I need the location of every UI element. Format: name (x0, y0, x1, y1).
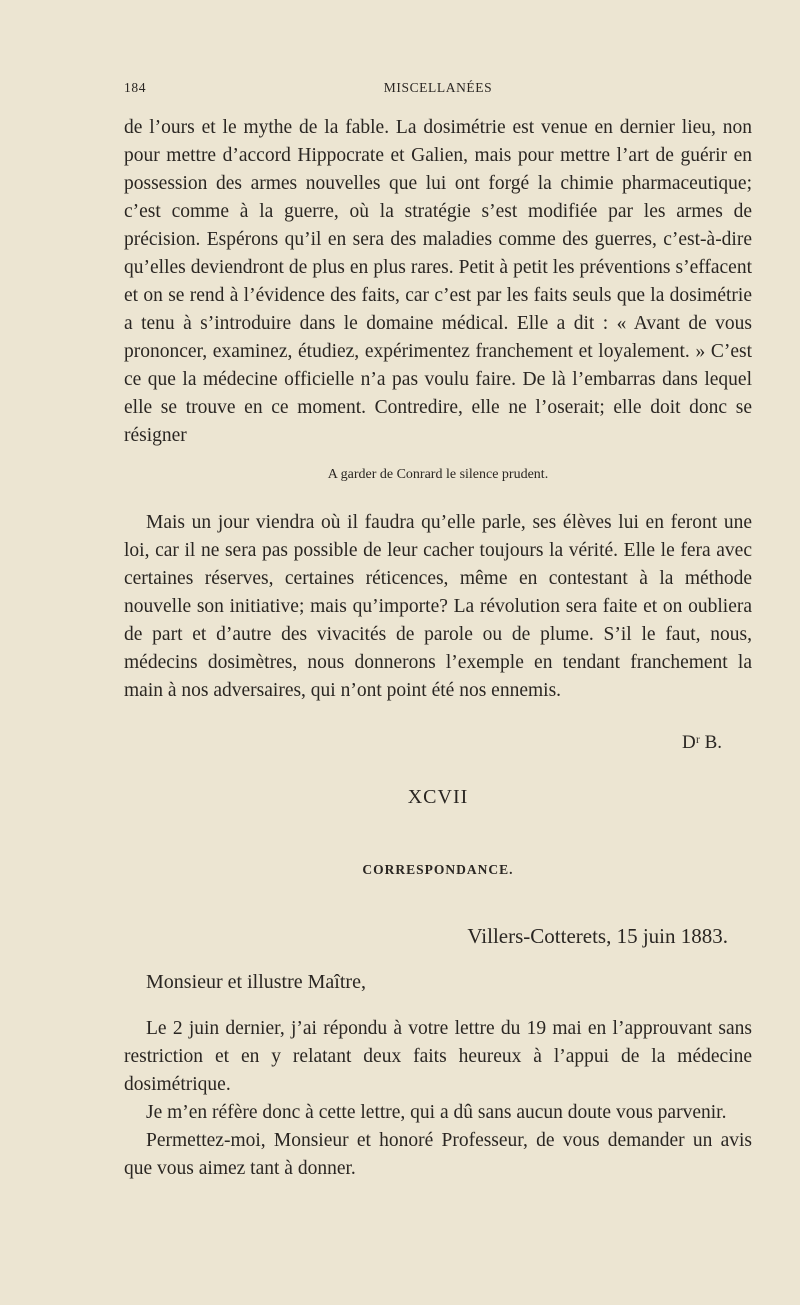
letter-paragraph: Je m’en réfère donc à cette lettre, qui a dû sans aucun doute vous parvenir. (146, 1102, 727, 1123)
signature: Dʳ B. (681, 732, 722, 753)
letter-body (124, 1015, 752, 1183)
paragraph: de l’ours et le mythe de la fable. La dosimétrie est venue en dernier lieu, non pour mettre d’accord Hippocrate et Galien, mais pour mettre l’art de guérir en possession des armes nouvelles que lui ont forgé la chimie pharmaceutique; c’est comme à la guerre, où la stratégie s’est modifiée par les armes de précision. Espérons qu’il en sera des maladies comme des guerres, c’est-à-dire qu’elles deviendront de plus en plus rares. Petit à petit les préventions s’effacent et on se rend à l’évidence des faits, car c’est par les faits seuls que la dosimétrie a tenu à s’introduire dans le domaine médical. Elle a dit : « Avant de vous prononcer, examinez, étudiez, expérimentez franchement et loyalement. » C’est ce que la médecine officielle n’a pas voulu faire. De là l’embarras dans lequel elle se trouve en ce moment. Contredire, elle ne l’oserait; elle doit donc se résigner (124, 117, 752, 446)
paragraph: Mais un jour viendra où il faudra qu’elle parle, ses élèves lui en feront une loi, car il ne sera pas possible de leur cacher toujours la vérité. Elle le fera avec certaines réserves, certaines réticences, même en contestant à la méthode nouvelle son initiative; mais qu’importe? La révolution sera faite et on oubliera de part et d’autre des vivacités de parole ou de plume. S’il le faut, nous, médecins dosimètres, nous donnerons l’exemple en tendant franchement la main à nos adversaires, qui n’ont point été nos ennemis. (124, 512, 752, 701)
letter-paragraph: Permettez-moi, Monsieur et honoré Professeur, de vous demander un avis que vous aimez tant à donner. (124, 1130, 752, 1179)
section-title: MISCELLANÉES (383, 80, 493, 95)
letter-paragraph: Le 2 juin dernier, j’ai répondu à votre lettre du 19 mai en l’approuvant sans restriction et en y relatant deux faits heureux à l’appui de la médecine dosimétrique. (124, 1018, 752, 1095)
body-text-top (124, 114, 752, 450)
chapter-number: XCVII (407, 786, 469, 808)
chapter-title: CORRESPONDANCE. (362, 862, 514, 877)
body-text-middle (124, 509, 752, 705)
running-head (124, 80, 752, 100)
verse-quote: A garder de Conrard le silence prudent. (327, 467, 549, 482)
letter-salutation: Monsieur et illustre Maître, (146, 971, 366, 993)
page-number: 184 (124, 80, 147, 95)
letter-place-date: Villers-Cotterets, 15 juin 1883. (467, 924, 728, 948)
